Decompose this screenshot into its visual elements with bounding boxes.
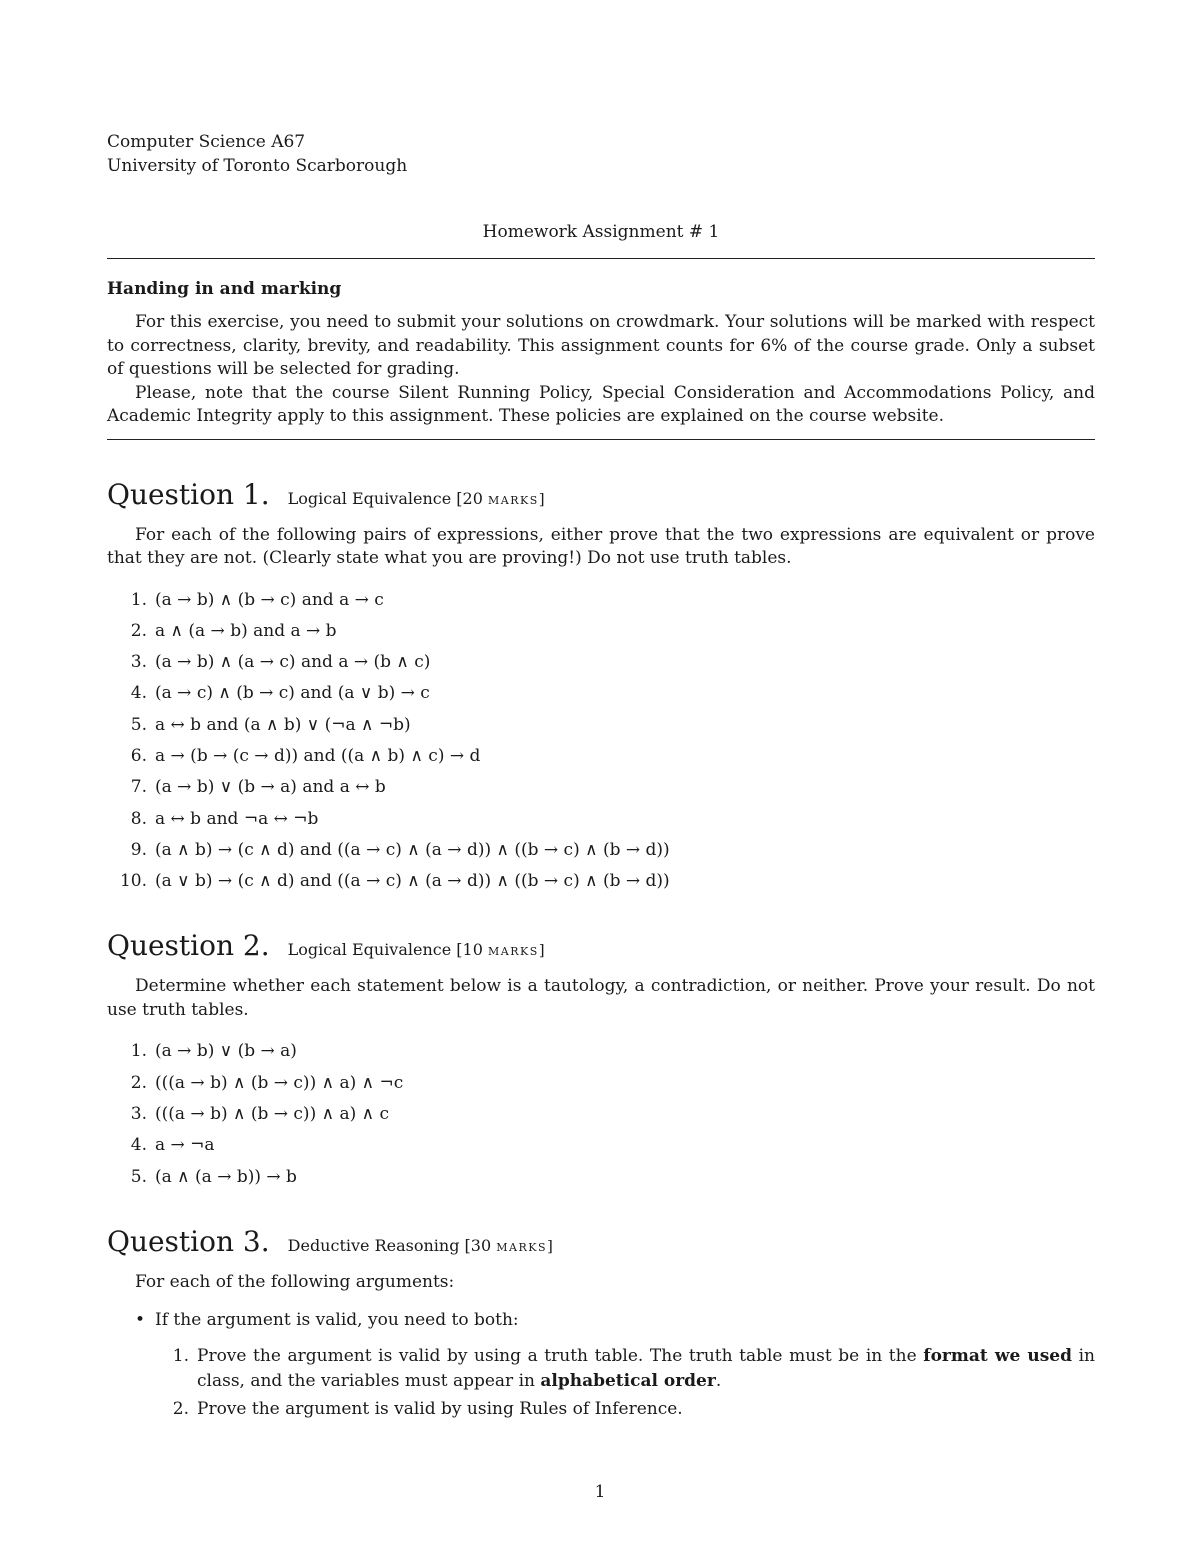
- page-number: 1: [594, 1482, 606, 1502]
- list-item: 2. a ∧ (a → b) and a → b: [130, 620, 337, 641]
- list-item: 2. Prove the argument is valid by using Rules of Inference.: [172, 1399, 683, 1420]
- list-item: 1. (a → b) ∧ (b → c) and a → c: [130, 589, 384, 610]
- list-item: 6. a → (b → (c → d)) and ((a ∧ b) ∧ c) → d: [130, 745, 481, 766]
- question-2-list: [107, 1036, 1095, 1192]
- list-item: • If the argument is valid, you need to both: 1. Prove the argument is valid by using a truth table. The truth table must be in the format we used in class, and the variables must appear in alphabetical order. 2. Prove the argument is valid by using Rules of Inference.: [155, 1306, 1095, 1422]
- list-item: 4. (a → c) ∧ (b → c) and (a ∨ b) → c: [130, 683, 430, 704]
- list-item: 3. (a → b) ∧ (a → c) and a → (b ∧ c): [130, 652, 431, 673]
- question-2-heading: [107, 929, 1095, 963]
- handing-in-paragraph-2: Please, note that the course Silent Running Policy, Special Consideration and Accommodations Policy, and Academic Integrity apply to this assignment. These policies are explained on the course website.: [107, 382, 1095, 426]
- question-3-sublist: [155, 1344, 1095, 1422]
- top-divider: [107, 258, 1095, 259]
- question-3-heading: [107, 1225, 1095, 1259]
- list-item: 8. a ↔ b and ¬a ↔ ¬b: [130, 808, 319, 829]
- list-item: 2. (((a → b) ∧ (b → c)) ∧ a) ∧ ¬c: [130, 1072, 404, 1093]
- question-3-intro: For each of the following arguments:: [135, 1271, 455, 1292]
- list-item: 10. (a ∨ b) → (c ∧ d) and ((a → c) ∧ (a → d)) ∧ ((b → c) ∧ (b → d)): [119, 871, 670, 892]
- question-label: Question 1.: [107, 477, 270, 511]
- question-topic: Logical Equivalence [10 marks]: [287, 940, 547, 960]
- bottom-divider: [107, 439, 1095, 440]
- assignment-title: Homework Assignment # 1: [482, 222, 720, 242]
- list-item: 3. (((a → b) ∧ (b → c)) ∧ a) ∧ c: [130, 1104, 389, 1125]
- list-item: 5. a ↔ b and (a ∧ b) ∨ (¬a ∧ ¬b): [130, 714, 411, 735]
- list-item: 7. (a → b) ∨ (b → a) and a ↔ b: [130, 777, 386, 798]
- document-page: [107, 130, 1095, 1425]
- question-label: Question 2.: [107, 929, 270, 963]
- question-topic: Deductive Reasoning [30 marks]: [287, 1235, 555, 1255]
- list-item: 4. a → ¬a: [130, 1135, 215, 1156]
- course-name: Computer Science A67: [107, 132, 306, 152]
- list-item: 5. (a ∧ (a → b)) → b: [130, 1166, 297, 1187]
- university-name: University of Toronto Scarborough: [107, 156, 408, 176]
- question-2-intro: Determine whether each statement below is a tautology, a contradiction, or neither. Prove your result. Do not use truth tables.: [107, 976, 1095, 1020]
- question-3-bullets: [107, 1306, 1095, 1422]
- question-label: Question 3.: [107, 1224, 270, 1258]
- list-item: 9. (a ∧ b) → (c ∧ d) and ((a → c) ∧ (a → d)) ∧ ((b → c) ∧ (b → d)): [130, 839, 670, 860]
- question-1-heading: [107, 478, 1095, 512]
- question-topic: Logical Equivalence [20 marks]: [287, 488, 547, 508]
- question-1-list: [107, 585, 1095, 898]
- list-item: 1. (a → b) ∨ (b → a): [130, 1041, 297, 1062]
- bullet-icon: •: [135, 1310, 146, 1331]
- list-item: 1. Prove the argument is valid by using a truth table. The truth table must be in the format we used in class, and the variables must appear in alphabetical order.: [172, 1346, 1095, 1392]
- question-1-intro: For each of the following pairs of expressions, either prove that the two expressions are equivalent or prove that they are not. (Clearly state what you are proving!) Do not use truth tables.: [107, 524, 1095, 568]
- handing-in-heading: Handing in and marking: [107, 279, 342, 299]
- handing-in-paragraph-1: For this exercise, you need to submit your solutions on crowdmark. Your solutions will be marked with respect to correctness, clarity, brevity, and readability. This assignment counts for 6% of the course grade. Only a subset of questions will be selected for grading.: [107, 312, 1095, 379]
